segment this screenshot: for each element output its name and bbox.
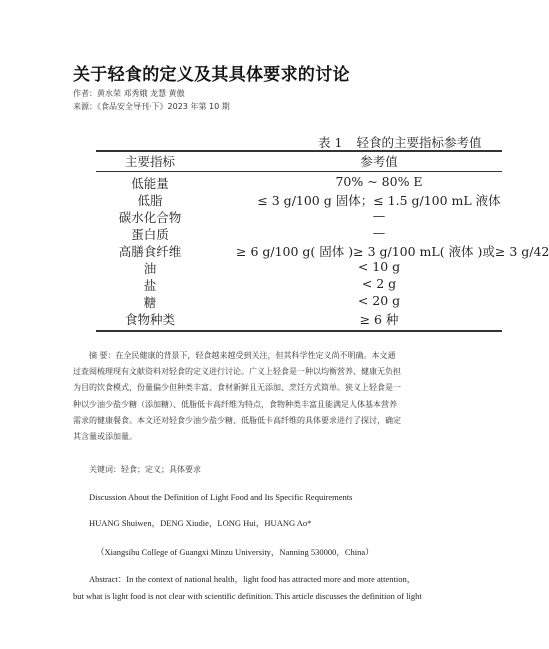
table-cell-indicator: 盐 bbox=[143, 278, 157, 293]
table-row bbox=[96, 225, 502, 243]
abstract-line: 需求的健康餐食。本文还对轻食少油少盐少糖、低脂低卡高纤维的具体要求进行了探讨，确定 bbox=[73, 415, 401, 425]
english-abstract-line: Abstract：In the context of national health，light food has attracted more and more attention， bbox=[89, 574, 416, 584]
table-cell-value: ≥ 6 种 bbox=[359, 312, 399, 327]
table-header-row bbox=[96, 152, 502, 170]
english-affiliation: （Xiangsihu College of Guangxi Minzu University，Nanning 530000，China） bbox=[96, 547, 374, 557]
table-header-value: 参考值 bbox=[360, 154, 398, 169]
abstract-line: 其含量或添加量。 bbox=[73, 432, 137, 442]
english-abstract bbox=[73, 571, 433, 604]
table-row bbox=[96, 259, 502, 277]
english-authors: HUANG Shuiwen，DENG Xiudie，LONG Hui，HUANG Ao* bbox=[89, 518, 312, 528]
table-cell-indicator: 食物种类 bbox=[124, 312, 175, 327]
english-title: Discussion About the Definition of Light Food and Its Specific Requirements bbox=[89, 492, 353, 502]
table-cell-indicator: 碳水化合物 bbox=[118, 210, 182, 225]
table-bottom-rule bbox=[96, 330, 502, 332]
table-cell-value: ≥ 6 g/100 g( 固体 )≥ 3 g/100 mL( 液体 )或≥ 3 g/42 bbox=[236, 244, 549, 259]
table-caption-number: 表 1 bbox=[318, 135, 343, 150]
table-row bbox=[96, 293, 502, 311]
table-cell-value: < 20 g bbox=[357, 293, 401, 308]
table-cell-indicator: 低能量 bbox=[131, 176, 169, 191]
abstract-line: 为目的饮食模式，份量偏少但种类丰富、食材新鲜且无添加、烹饪方式简单。狭义上轻食是一 bbox=[73, 383, 401, 393]
authors-line: 作者：黄水荣 邓秀娥 龙慧 黄傲 bbox=[73, 89, 185, 98]
abstract-line: 过查阅梳理现有文献资料对轻食的定义进行讨论。广义上轻食是一种以均衡营养、健康无负担 bbox=[73, 367, 401, 377]
chinese-abstract bbox=[73, 348, 433, 445]
table-row bbox=[96, 208, 502, 226]
table-row bbox=[96, 276, 502, 294]
table-cell-indicator: 低脂 bbox=[137, 193, 163, 208]
table-header-indicator: 主要指标 bbox=[124, 154, 175, 169]
paper-title: 关于轻食的定义及其具体要求的讨论 bbox=[73, 65, 350, 85]
table-row bbox=[96, 174, 502, 192]
abstract-line: 摘 要：在全民健康的背景下，轻食越来越受到关注，但其科学性定义尚不明确。本文通 bbox=[89, 351, 396, 360]
table-cell-indicator: 高膳食纤维 bbox=[118, 244, 182, 259]
table-cell-value: < 2 g bbox=[361, 276, 397, 291]
table-cell-value: 70% ~ 80% E bbox=[335, 174, 423, 189]
table-header-rule bbox=[96, 171, 502, 172]
table-row bbox=[96, 191, 502, 209]
keywords-line: 关键词：轻食；定义；具体要求 bbox=[89, 465, 201, 474]
table-cell-value: ≤ 3 g/100 g 固体；≤ 1.5 g/100 mL 液体 bbox=[257, 193, 501, 208]
table-row bbox=[96, 310, 502, 328]
table-cell-indicator: 蛋白质 bbox=[131, 227, 169, 242]
abstract-line: 种以少油少盐少糖（添加糖）、低脂低卡高纤维为特点，食物种类丰富且能满足人体基本营养 bbox=[73, 399, 397, 409]
table-cell-value: — bbox=[372, 225, 386, 240]
table-caption-text: 轻食的主要指标参考值 bbox=[356, 135, 482, 150]
table-cell-indicator: 油 bbox=[143, 261, 157, 276]
table-cell-value: < 10 g bbox=[357, 259, 401, 274]
english-abstract-line: but what is light food is not clear with scientific definition. This article discusses the definition of light bbox=[73, 590, 422, 601]
source-line: 来源：《食品安全导刊·下》2023 年第 10 期 bbox=[73, 102, 230, 111]
table-cell-value: — bbox=[372, 208, 386, 223]
table-caption bbox=[318, 133, 481, 151]
table-cell-indicator: 糖 bbox=[143, 295, 157, 310]
table-row bbox=[96, 242, 549, 260]
